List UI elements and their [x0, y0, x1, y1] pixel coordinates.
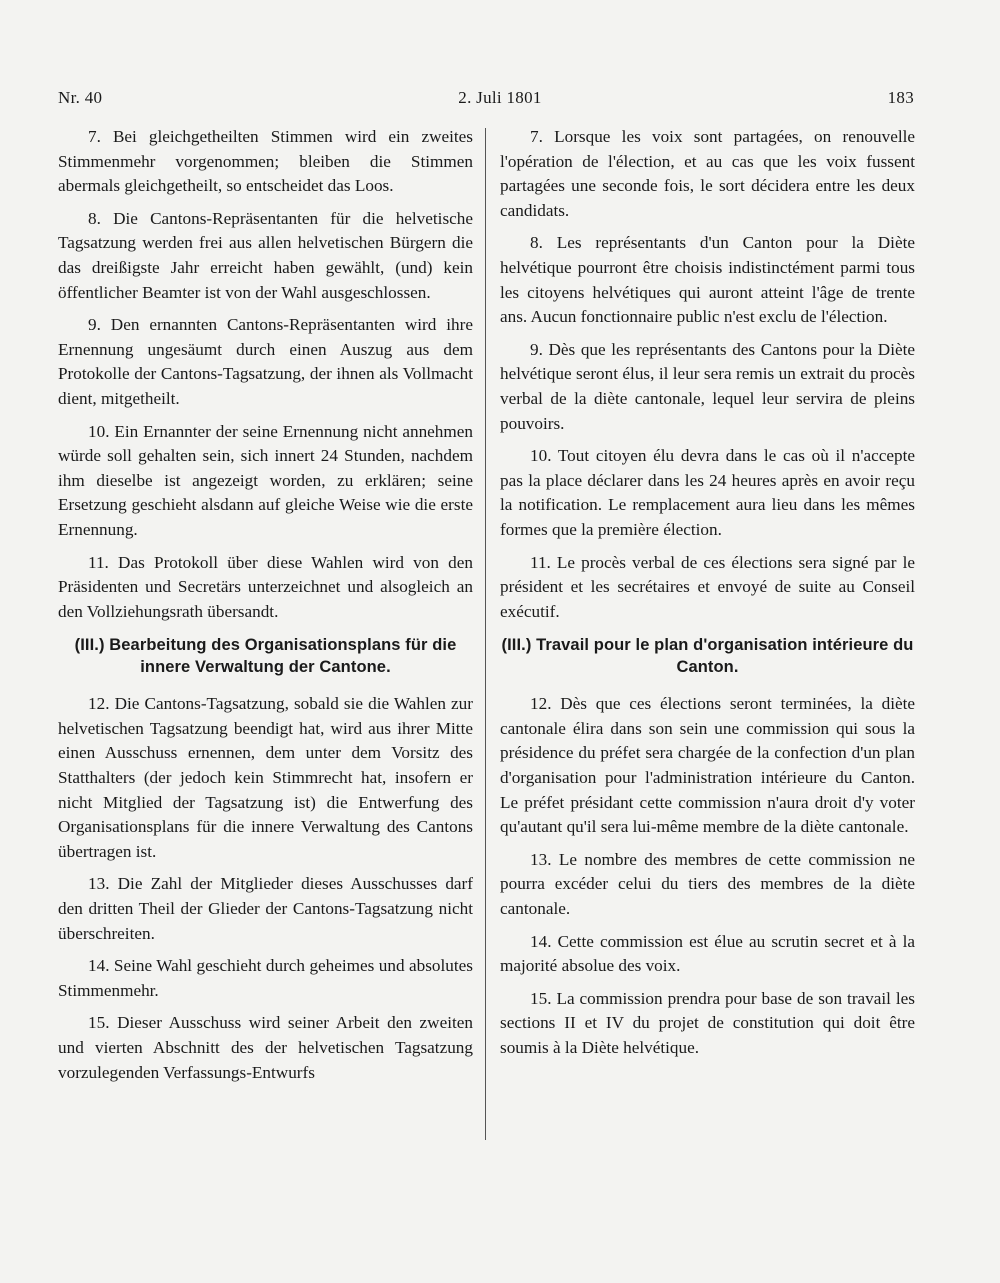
- french-section-heading: (III.) Travail pour le plan d'organisation intérieure du Canton.: [501, 636, 914, 677]
- german-article-9: 9. Den ernannten Cantons-Repräsentanten wird ihre Ernennung ungesäumt durch einen Auszug aus dem Protokolle der Cantons-Tagsatzung, der ihnen als Vollmacht dient, mitgetheilt.: [58, 315, 473, 408]
- french-article-10: 10. Tout citoyen élu devra dans le cas où il n'accepte pas la place déclarer dans les 24 heures après en avoir reçu la notification. Le remplacement aura lieu dans les mêmes formes que la première élection.: [500, 446, 915, 539]
- german-article-11: 11. Das Protokoll über diese Wahlen wird von den Präsidenten und Secretärs unterzeichnet und alsogleich an den Vollziehungsrath übersandt.: [58, 552, 473, 621]
- french-column: [500, 125, 915, 1069]
- french-article-11: 11. Le procès verbal de ces élections sera signé par le président et les secrétaires et envoyé de suite au Conseil exécutif.: [500, 552, 915, 621]
- french-article-8: 8. Les représentants d'un Canton pour la Diète helvétique pourront être choisis indistinctément parmi tous les citoyens helvétiques qui auront atteint l'âge de trente ans. Aucun fonctionnaire public n'est exclu de l'élection.: [500, 233, 915, 327]
- french-article-13: 13. Le nombre des membres de cette commission ne pourra excéder celui du tiers des membres de la diète cantonale.: [500, 849, 915, 919]
- german-article-15: 15. Dieser Ausschuss wird seiner Arbeit den zweiten und vierten Abschnitt des der helvetischen Tagsatzung vorzulegenden Verfassungs-Entwurfs: [58, 1013, 473, 1082]
- french-article-15: 15. La commission prendra pour base de son travail les sections II et IV du projet de constitution qui doit être soumis à la Diète helvétique.: [500, 988, 915, 1057]
- german-article-13: 13. Die Zahl der Mitglieder dieses Ausschusses darf den dritten Theil der Glieder der Cantons-Tagsatzung nicht überschreiten.: [58, 874, 473, 943]
- french-article-7: 7. Lorsque les voix sont partagées, on renouvelle l'opération de l'élection, et au cas que les voix fussent partagées une seconde fois, le sort décidera entre les deux candidats.: [500, 127, 915, 220]
- german-article-10: 10. Ein Ernannter der seine Ernennung nicht annehmen würde soll gehalten sein, sich innert 24 Stunden, nachdem ihm dieselbe ist angezeigt worden, zu erklären; seine Ersetzung geschieht alsdann auf gleiche Weise wie die erste Ernennung.: [58, 421, 473, 539]
- document-date: 2. Juli 1801: [458, 88, 542, 107]
- german-column: [58, 125, 473, 1093]
- german-article-8: 8. Die Cantons-Repräsentanten für die helvetische Tagsatzung werden frei aus allen helvetischen Bürgern die das dreißigste Jahr erreicht haben gewählt, (und) kein öffentlicher Beamter ist von der Wahl ausgeschlossen.: [58, 208, 473, 302]
- german-article-14: 14. Seine Wahl geschieht durch geheimes und absolutes Stimmenmehr.: [58, 956, 473, 1000]
- german-section-heading: (III.) Bearbeitung des Organisationsplans für die innere Verwaltung der Cantone.: [74, 636, 457, 677]
- column-divider: [485, 128, 486, 1140]
- page-number: 183: [887, 88, 914, 107]
- french-article-9: 9. Dès que les représentants des Cantons pour la Diète helvétique seront élus, il leur sera remis un extrait du procès verbal de la diète cantonale, lequel leur servira de pleins pouvoirs.: [500, 339, 915, 433]
- german-article-7: 7. Bei gleichgetheilten Stimmen wird ein zweites Stimmenmehr vorgenommen; bleiben die Stimmen abermals gleichgetheilt, so entscheidet das Loos.: [58, 127, 473, 196]
- document-number: Nr. 40: [58, 88, 103, 107]
- french-article-12: 12. Dès que ces élections seront terminées, la diète cantonale élira dans son sein une commission qui sous la présidence du préfet sera chargée de la confection d'un plan d'organisation pour l'administration intérieure du Canton. Le préfet présidant cette commission n'aura droit d'y voter qu'autant qu'il sera lui-même membre de la diète cantonale.: [500, 694, 915, 837]
- german-article-12: 12. Die Cantons-Tagsatzung, sobald sie die Wahlen zur helvetischen Tagsatzung beendigt hat, wird aus ihrer Mitte einen Ausschuss ernennen, dem unter dem Vorsitz des Statthalters (der jedoch kein Stimmrecht hat, insofern er nicht Mitglied der Tagsatzung ist) die Entwerfung des Organisationsplans für die innere Verwaltung des Cantons übertragen ist.: [58, 694, 473, 861]
- french-article-14: 14. Cette commission est élue au scrutin secret et à la majorité absolue des voix.: [500, 931, 915, 976]
